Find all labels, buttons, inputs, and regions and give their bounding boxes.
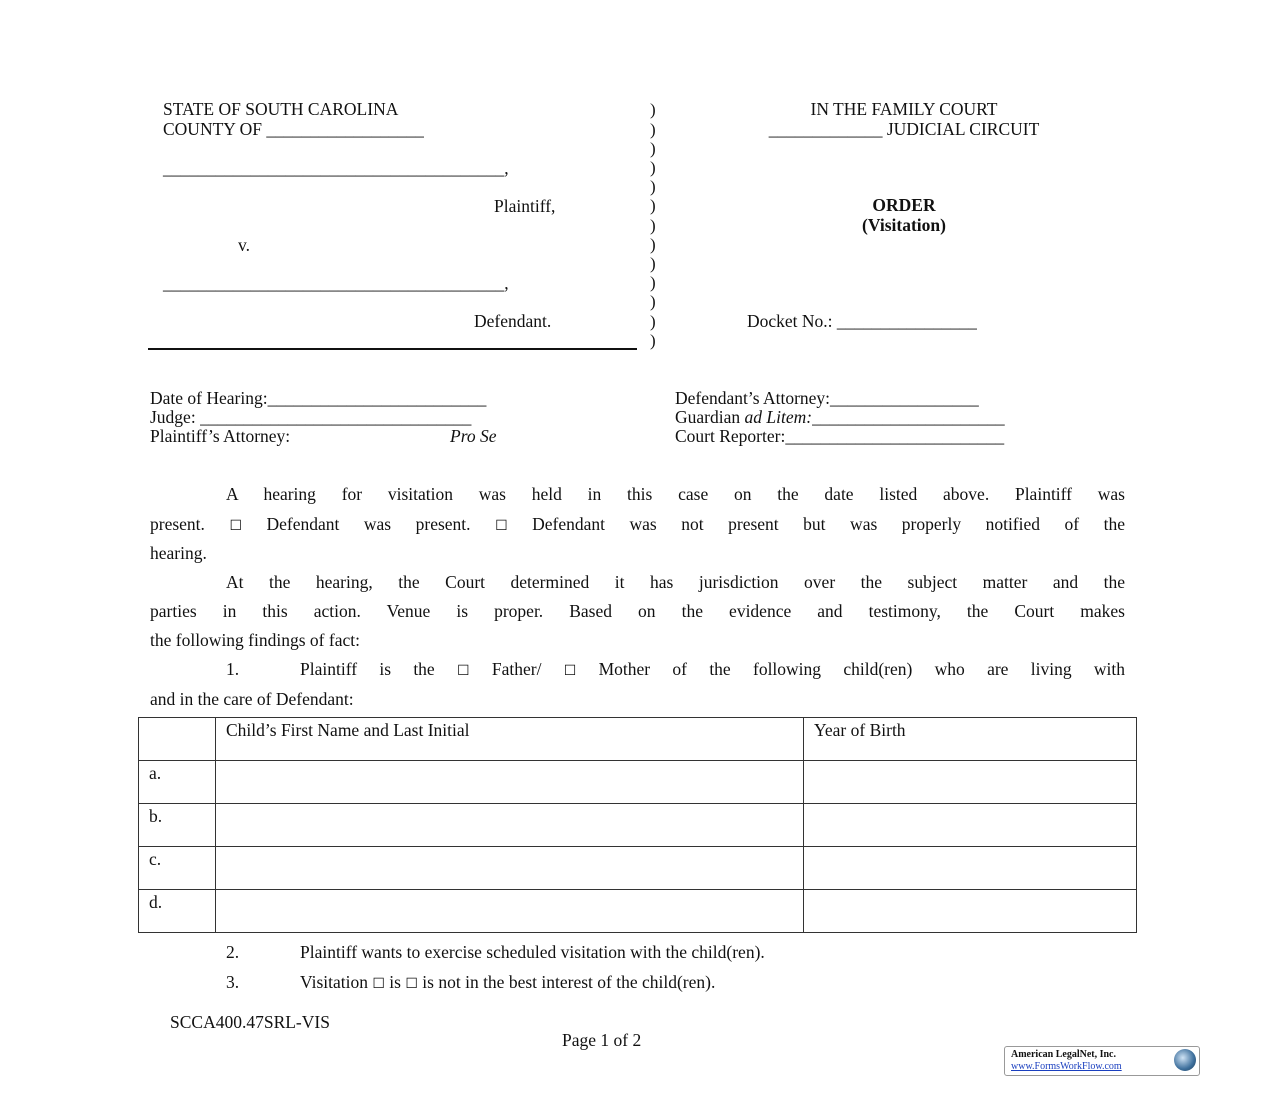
child-name-cell[interactable] (216, 761, 804, 804)
present-text: present. (150, 514, 230, 534)
item-2-number: 2. (226, 942, 240, 962)
legalnet-logo[interactable] (1004, 1046, 1200, 1076)
children-table (138, 717, 1137, 933)
year-of-birth-cell[interactable] (804, 761, 1137, 804)
guardian-line: ______________________ (812, 407, 1005, 427)
paren: ) (650, 312, 656, 331)
defendant-not-present-checkbox[interactable]: ☐ (495, 518, 508, 534)
child-name-cell[interactable] (216, 847, 804, 890)
item-1-text-a: Plaintiff is the (300, 659, 457, 679)
table-row (139, 761, 1137, 804)
guardian-label: Guardian (675, 407, 745, 427)
paragraph-1-line-2 (150, 514, 1125, 535)
paren: ) (650, 331, 656, 350)
versus-label: v. (238, 235, 250, 255)
item-3-number: 3. (226, 972, 240, 992)
child-name-cell[interactable] (216, 804, 804, 847)
item-1-line-1 (300, 659, 1125, 680)
year-of-birth-cell[interactable] (804, 890, 1137, 933)
defendant-attorney: Defendant’s Attorney:_________________ (675, 388, 979, 408)
item-3-text-b: is (384, 972, 406, 992)
row-label: b. (139, 804, 216, 847)
row-label: c. (139, 847, 216, 890)
logo-company-name: American LegalNet, Inc. (1011, 1049, 1116, 1060)
paren: ) (650, 158, 656, 177)
year-of-birth-cell[interactable] (804, 804, 1137, 847)
paren: ) (650, 177, 656, 196)
table-header-row (139, 718, 1137, 761)
item-1-number: 1. (226, 659, 240, 679)
item-2-text: Plaintiff wants to exercise scheduled visitation with the child(ren). (300, 942, 765, 962)
defendant-present-text: Defendant was present. (242, 514, 496, 534)
paren: ) (650, 235, 656, 254)
guardian-ad-litem (675, 407, 1005, 428)
guardian-italic: ad Litem: (744, 407, 813, 427)
docket-number: Docket No.: ________________ (747, 311, 977, 331)
plaintiff-attorney-label: Plaintiff’s Attorney: (150, 426, 291, 446)
paragraph-2-line-2: parties in this action. Venue is proper. Based on the evidence and testimony, the Court makes (150, 601, 1125, 621)
defendant-name-line: _______________________________________, (163, 273, 509, 293)
row-label: a. (139, 761, 216, 804)
paren: ) (650, 196, 656, 215)
judge-line: Judge: _______________________________ (150, 407, 472, 427)
item-1-line-2: and in the care of Defendant: (150, 689, 354, 709)
row-label: d. (139, 890, 216, 933)
paragraph-1-line-3: hearing. (150, 543, 207, 563)
paren: ) (650, 120, 656, 139)
is-not-best-interest-checkbox[interactable]: ☐ (405, 976, 418, 992)
judicial-circuit: _____________ JUDICIAL CIRCUIT (768, 119, 1040, 139)
table-header-cell: Child’s First Name and Last Initial (216, 718, 804, 761)
plaintiff-label: Plaintiff, (494, 196, 556, 216)
order-subtitle: (Visitation) (862, 215, 946, 235)
table-row (139, 890, 1137, 933)
caption-divider (148, 348, 637, 350)
paren: ) (650, 216, 656, 235)
table-header-cell (139, 718, 216, 761)
page-number: Page 1 of 2 (562, 1030, 642, 1050)
paragraph-2-line-1: At the hearing, the Court determined it has jurisdiction over the subject matter and the (226, 572, 1125, 592)
paren: ) (650, 273, 656, 292)
table-row (139, 847, 1137, 890)
mother-checkbox[interactable]: ☐ (563, 663, 577, 679)
logo-url-link[interactable]: www.FormsWorkFlow.com (1011, 1061, 1122, 1072)
item-1-text-b: Father/ (469, 659, 564, 679)
date-of-hearing: Date of Hearing:_________________________ (150, 388, 487, 408)
father-checkbox[interactable]: ☐ (457, 663, 470, 679)
table-row (139, 804, 1137, 847)
form-id: SCCA400.47SRL-VIS (170, 1012, 330, 1032)
plaintiff-attorney-value: Pro Se (450, 426, 497, 446)
child-name-cell[interactable] (216, 890, 804, 933)
year-of-birth-cell[interactable] (804, 847, 1137, 890)
paragraph-2-line-3: the following findings of fact: (150, 630, 360, 650)
order-title: ORDER (872, 195, 936, 215)
plaintiff-name-line: _______________________________________, (163, 158, 509, 178)
table-header-cell: Year of Birth (804, 718, 1137, 761)
paren: ) (650, 292, 656, 311)
globe-icon (1174, 1049, 1196, 1071)
court-name: IN THE FAMILY COURT (810, 99, 998, 119)
item-1-text-c: Mother of the following child(ren) who are living with (576, 659, 1126, 679)
paren: ) (650, 100, 656, 119)
defendant-label: Defendant. (474, 311, 552, 331)
is-best-interest-checkbox[interactable]: ☐ (372, 976, 385, 992)
item-3-text-a: Visitation (300, 972, 373, 992)
paren: ) (650, 254, 656, 273)
item-3-line (300, 972, 715, 993)
paren: ) (650, 139, 656, 158)
court-reporter: Court Reporter:_________________________ (675, 426, 1005, 446)
item-3-text-c: is not in the best interest of the child(ren). (417, 972, 716, 992)
paragraph-1-line-1: A hearing for visitation was held in this case on the date listed above. Plaintiff was (226, 484, 1125, 504)
county-line: COUNTY OF __________________ (163, 119, 424, 139)
state-name: STATE OF SOUTH CAROLINA (163, 99, 399, 119)
defendant-present-checkbox[interactable]: ☐ (229, 518, 242, 534)
defendant-not-present-text: Defendant was not present but was properly notified of the (507, 514, 1125, 534)
